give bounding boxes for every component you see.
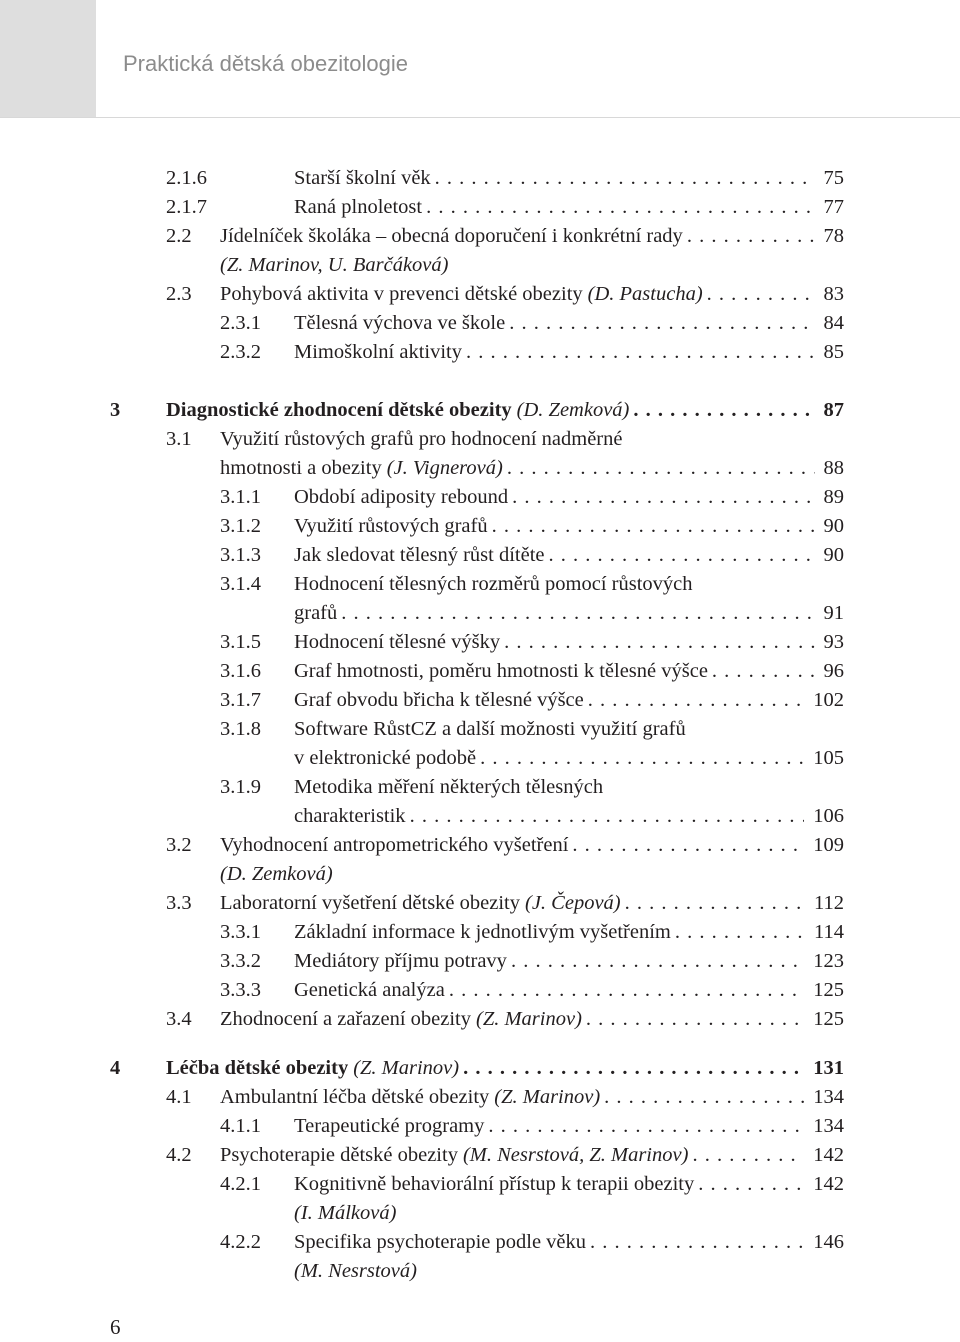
- toc-entry: [0, 657, 844, 686]
- dot-leader: [712, 657, 815, 686]
- toc-entry: [0, 918, 844, 947]
- toc-entry: [0, 222, 844, 251]
- toc-entry-page: 142: [813, 1144, 844, 1166]
- toc-entry-page: 75: [823, 167, 844, 189]
- toc-entry: [0, 425, 844, 454]
- toc-entry-number: 3: [110, 399, 121, 421]
- toc-entry-title: Diagnostické zhodnocení dětské obezity: [166, 399, 512, 421]
- dot-leader: [692, 1141, 804, 1170]
- dot-leader: [463, 1054, 804, 1083]
- toc-chapter-entry: [0, 1054, 844, 1083]
- toc-entry-number: 3.1.8: [220, 718, 261, 740]
- dot-leader: [675, 918, 805, 947]
- dot-leader: [512, 483, 814, 512]
- toc-entry-page: 85: [823, 341, 844, 363]
- toc-entry-page: 105: [813, 747, 844, 769]
- toc-entry: [0, 831, 844, 860]
- page-number: 6: [110, 1315, 121, 1339]
- toc-entry-body: [166, 1054, 844, 1083]
- toc-entry-title: Starší školní věk: [294, 167, 431, 189]
- toc-entry-body: [220, 454, 844, 483]
- toc-entry-number: 2.2: [166, 225, 192, 247]
- toc-entry-title: Raná plnoletost: [294, 196, 423, 218]
- dot-leader: [426, 193, 814, 222]
- toc-entry-number: 3.3.1: [220, 921, 261, 943]
- toc-entry: [0, 773, 844, 802]
- toc-entry-page: 84: [823, 312, 844, 334]
- toc-entry-page: 96: [823, 660, 844, 682]
- toc-entry: [0, 1005, 844, 1034]
- toc-entry: [0, 483, 844, 512]
- dot-leader: [586, 1005, 804, 1034]
- toc-entry-title: Mediátory příjmu potravy: [294, 950, 507, 972]
- toc-entry-body: [220, 889, 844, 918]
- dot-leader: [504, 628, 814, 657]
- toc-entry: [0, 512, 844, 541]
- toc-entry-continuation: [0, 454, 844, 483]
- toc-entry-page: 125: [813, 1008, 844, 1030]
- toc-entry-body: [220, 280, 844, 309]
- toc-entry-continuation: [0, 860, 844, 889]
- toc-entry-author: (Z. Marinov, U. Barčáková): [220, 254, 449, 276]
- toc-entry-title: Vyhodnocení antropometrického vyšetření: [220, 834, 569, 856]
- toc-entry-title: Jídelníček školáka – obecná doporučení i konkrétní rady: [220, 225, 683, 247]
- toc-entry-title: Genetická analýza: [294, 979, 445, 1001]
- toc-entry-page: 88: [823, 457, 844, 479]
- toc-entry-number: 3.1.1: [220, 486, 261, 508]
- toc-entry-number: 3.1.5: [220, 631, 261, 653]
- toc-entry-number: 2.1.6: [166, 167, 207, 189]
- toc-entry-body: [220, 1005, 844, 1034]
- toc-entry-author: (J. Čepová): [525, 892, 621, 914]
- toc-entry-number: 3.1.9: [220, 776, 261, 798]
- toc-entry-number: 4.2.2: [220, 1231, 261, 1253]
- dot-leader: [687, 222, 815, 251]
- toc-entry-number: 3.4: [166, 1008, 192, 1030]
- dot-leader: [480, 744, 804, 773]
- toc-entry-body: [294, 918, 844, 947]
- dot-leader: [511, 947, 804, 976]
- toc-entry-page: 93: [823, 631, 844, 653]
- toc-entry-author: (M. Nesrstová): [294, 1260, 417, 1282]
- toc-entry-number: 2.3: [166, 283, 192, 305]
- toc-entry: [0, 338, 844, 367]
- toc-entry-body: [294, 657, 844, 686]
- toc-entry-body: [294, 686, 844, 715]
- toc-entry-page: 125: [813, 979, 844, 1001]
- toc-entry: [0, 164, 844, 193]
- toc-entry: [0, 1170, 844, 1199]
- toc-entry: [0, 193, 844, 222]
- toc-entry-page: 134: [813, 1115, 844, 1137]
- toc-entry-number: 4: [110, 1057, 121, 1079]
- toc-entry-body: [294, 599, 844, 628]
- dot-leader: [625, 889, 805, 918]
- toc-entry-author: (Z. Marinov): [353, 1057, 460, 1079]
- dot-leader: [341, 599, 814, 628]
- toc-entry-author: (I. Málková): [294, 1202, 397, 1224]
- toc-entry-page: 112: [814, 892, 844, 914]
- toc-entry-body: [294, 1228, 844, 1257]
- toc-entry-author: (M. Nesrstová, Z. Marinov): [462, 1144, 689, 1166]
- toc-entry-number: 3.3.2: [220, 950, 261, 972]
- toc-entry-number: 4.1.1: [220, 1115, 261, 1137]
- toc-entry-body: [294, 802, 844, 831]
- toc-entry-page: 78: [823, 225, 844, 247]
- dot-leader: [633, 396, 814, 425]
- toc-entry-body: [294, 744, 844, 773]
- toc-entry-continuation: [0, 1257, 844, 1286]
- toc-entry-body: [294, 193, 844, 222]
- toc-entry-author: (D. Zemková): [220, 863, 333, 885]
- toc-entry-body: [294, 164, 844, 193]
- toc-entry-body: [294, 1112, 844, 1141]
- toc-entry-body: [294, 1170, 844, 1199]
- toc-entry-number: 3.1.7: [220, 689, 261, 711]
- dot-leader: [492, 512, 815, 541]
- toc-entry-page: 87: [823, 399, 844, 421]
- toc-entry-number: 3.3.3: [220, 979, 261, 1001]
- toc-entry-body: [294, 541, 844, 570]
- toc-entry-title: Terapeutické programy: [294, 1115, 485, 1137]
- running-header-title: Praktická dětská obezitologie: [123, 51, 408, 76]
- toc-entry-title: Pohybová aktivita v prevenci dětské obezity: [220, 283, 583, 305]
- toc-entry-title: Využití růstových grafů: [294, 515, 488, 537]
- toc-entry: [0, 541, 844, 570]
- toc-entry-author: (Z. Marinov): [494, 1086, 601, 1108]
- toc-entry-body: [220, 831, 844, 860]
- toc-entry-title: Ambulantní léčba dětské obezity: [220, 1086, 490, 1108]
- toc-entry-body: [294, 483, 844, 512]
- toc-entry-title: Psychoterapie dětské obezity: [220, 1144, 458, 1166]
- toc-entry-page: 90: [823, 544, 844, 566]
- toc-entry-continuation: [0, 1199, 844, 1228]
- toc-entry: [0, 1112, 844, 1141]
- toc-entry-number: 2.1.7: [166, 196, 207, 218]
- toc-entry-author: (Z. Marinov): [476, 1008, 582, 1030]
- toc-entry-title: v elektronické podobě: [294, 747, 477, 769]
- toc-entry-number: 4.1: [166, 1086, 192, 1108]
- toc-entry-body: [294, 512, 844, 541]
- dot-leader: [449, 976, 804, 1005]
- toc-entry-number: 3.1.4: [220, 573, 261, 595]
- toc-entry-page: 114: [814, 921, 844, 943]
- dot-leader: [435, 164, 815, 193]
- toc-entry-title: Mimoškolní aktivity: [294, 341, 462, 363]
- toc-entry-page: 77: [823, 196, 844, 218]
- toc-entry-title: Laboratorní vyšetření dětské obezity: [220, 892, 520, 914]
- toc-entry-title: Metodika měření některých tělesných: [294, 776, 604, 798]
- toc-entry: [0, 280, 844, 309]
- toc-entry-body: [294, 947, 844, 976]
- toc-entry-body: [294, 976, 844, 1005]
- toc-entry-number: 3.1.2: [220, 515, 261, 537]
- toc-entry-title: Software RůstCZ a další možnosti využití grafů: [294, 718, 686, 740]
- toc-entry-number: 3.1.3: [220, 544, 261, 566]
- dot-leader: [410, 802, 805, 831]
- toc-entry-body: [220, 1141, 844, 1170]
- toc-entry-page: 91: [823, 602, 844, 624]
- toc-entry: [0, 686, 844, 715]
- toc-entry-number: 3.1.6: [220, 660, 261, 682]
- toc-entry: [0, 715, 844, 744]
- toc-entry-page: 142: [813, 1173, 844, 1195]
- toc-entry-page: 123: [813, 950, 844, 972]
- dot-leader: [488, 1112, 804, 1141]
- toc-entry-number: 3.3: [166, 892, 192, 914]
- toc-entry-number: 4.2: [166, 1144, 192, 1166]
- dot-leader: [509, 309, 814, 338]
- toc-entry: [0, 570, 844, 599]
- toc-entry-number: 4.2.1: [220, 1173, 261, 1195]
- toc-entry-title: grafů: [294, 602, 338, 624]
- toc-entry-title: Využití růstových grafů pro hodnocení nadměrné: [220, 428, 623, 450]
- toc-entry-title: Základní informace k jednotlivým vyšetřením: [294, 921, 671, 943]
- toc-entry-author: (J. Vignerová): [386, 457, 503, 479]
- toc-entry: [0, 1083, 844, 1112]
- dot-leader: [590, 1228, 804, 1257]
- toc-entry-page: 89: [823, 486, 844, 508]
- toc-entry-number: 2.3.1: [220, 312, 261, 334]
- toc-entry-title: Graf obvodu břicha k tělesné výšce: [294, 689, 584, 711]
- toc-entry-author: (D. Pastucha): [587, 283, 703, 305]
- toc-entry-title: Jak sledovat tělesný růst dítěte: [294, 544, 545, 566]
- toc-entry-continuation: [0, 744, 844, 773]
- toc-entry-title: Kognitivně behaviorální přístup k terapii obezity: [294, 1173, 695, 1195]
- toc-entry-page: 102: [813, 689, 844, 711]
- dot-leader: [604, 1083, 804, 1112]
- toc-entry-title: Období adiposity rebound: [294, 486, 509, 508]
- toc-entry-continuation: [0, 599, 844, 628]
- toc-chapter-entry: [0, 396, 844, 425]
- toc-entry-body: [294, 628, 844, 657]
- toc-entry-number: 2.3.2: [220, 341, 261, 363]
- toc-entry-number: 3.2: [166, 834, 192, 856]
- toc-entry-title: Zhodnocení a zařazení obezity: [220, 1008, 471, 1030]
- toc-entry-page: 131: [813, 1057, 844, 1079]
- toc-entry-page: 83: [823, 283, 844, 305]
- toc-entry: [0, 976, 844, 1005]
- toc-entry-title: Hodnocení tělesných rozměrů pomocí růstových: [294, 573, 693, 595]
- toc-entry-title: charakteristik: [294, 805, 406, 827]
- toc-entry-body: [166, 396, 844, 425]
- toc-entry: [0, 1228, 844, 1257]
- toc-entry-title: hmotnosti a obezity: [220, 457, 382, 479]
- toc-entry-page: 109: [813, 834, 844, 856]
- toc-entry-page: 90: [823, 515, 844, 537]
- toc-entry-title: Tělesná výchova ve škole: [294, 312, 506, 334]
- dot-leader: [707, 280, 815, 309]
- toc-entry-continuation: [0, 251, 844, 280]
- toc-entry: [0, 309, 844, 338]
- toc-entry-body: [220, 1083, 844, 1112]
- toc-entry-page: 146: [813, 1231, 844, 1253]
- dot-leader: [549, 541, 815, 570]
- toc-entry-title: Specifika psychoterapie podle věku: [294, 1231, 587, 1253]
- dot-leader: [507, 454, 815, 483]
- toc-entry-page: 134: [813, 1086, 844, 1108]
- toc-entry: [0, 889, 844, 918]
- dot-leader: [466, 338, 815, 367]
- toc-entry-title: Graf hmotnosti, poměru hmotnosti k tělesné výšce: [294, 660, 708, 682]
- toc-entry: [0, 947, 844, 976]
- toc-entry-continuation: [0, 802, 844, 831]
- dot-leader: [698, 1170, 804, 1199]
- toc-entry-body: [294, 309, 844, 338]
- toc-entry-body: [294, 338, 844, 367]
- toc-entry-body: [220, 222, 844, 251]
- toc-entry: [0, 628, 844, 657]
- toc-entry-page: 106: [813, 805, 844, 827]
- toc-entry-author: (D. Zemková): [516, 399, 630, 421]
- toc-entry-title: Hodnocení tělesné výšky: [294, 631, 501, 653]
- toc-entry-number: 3.1: [166, 428, 192, 450]
- dot-leader: [588, 686, 805, 715]
- toc-entry: [0, 1141, 844, 1170]
- dot-leader: [572, 831, 804, 860]
- toc-entry-title: Léčba dětské obezity: [166, 1057, 349, 1079]
